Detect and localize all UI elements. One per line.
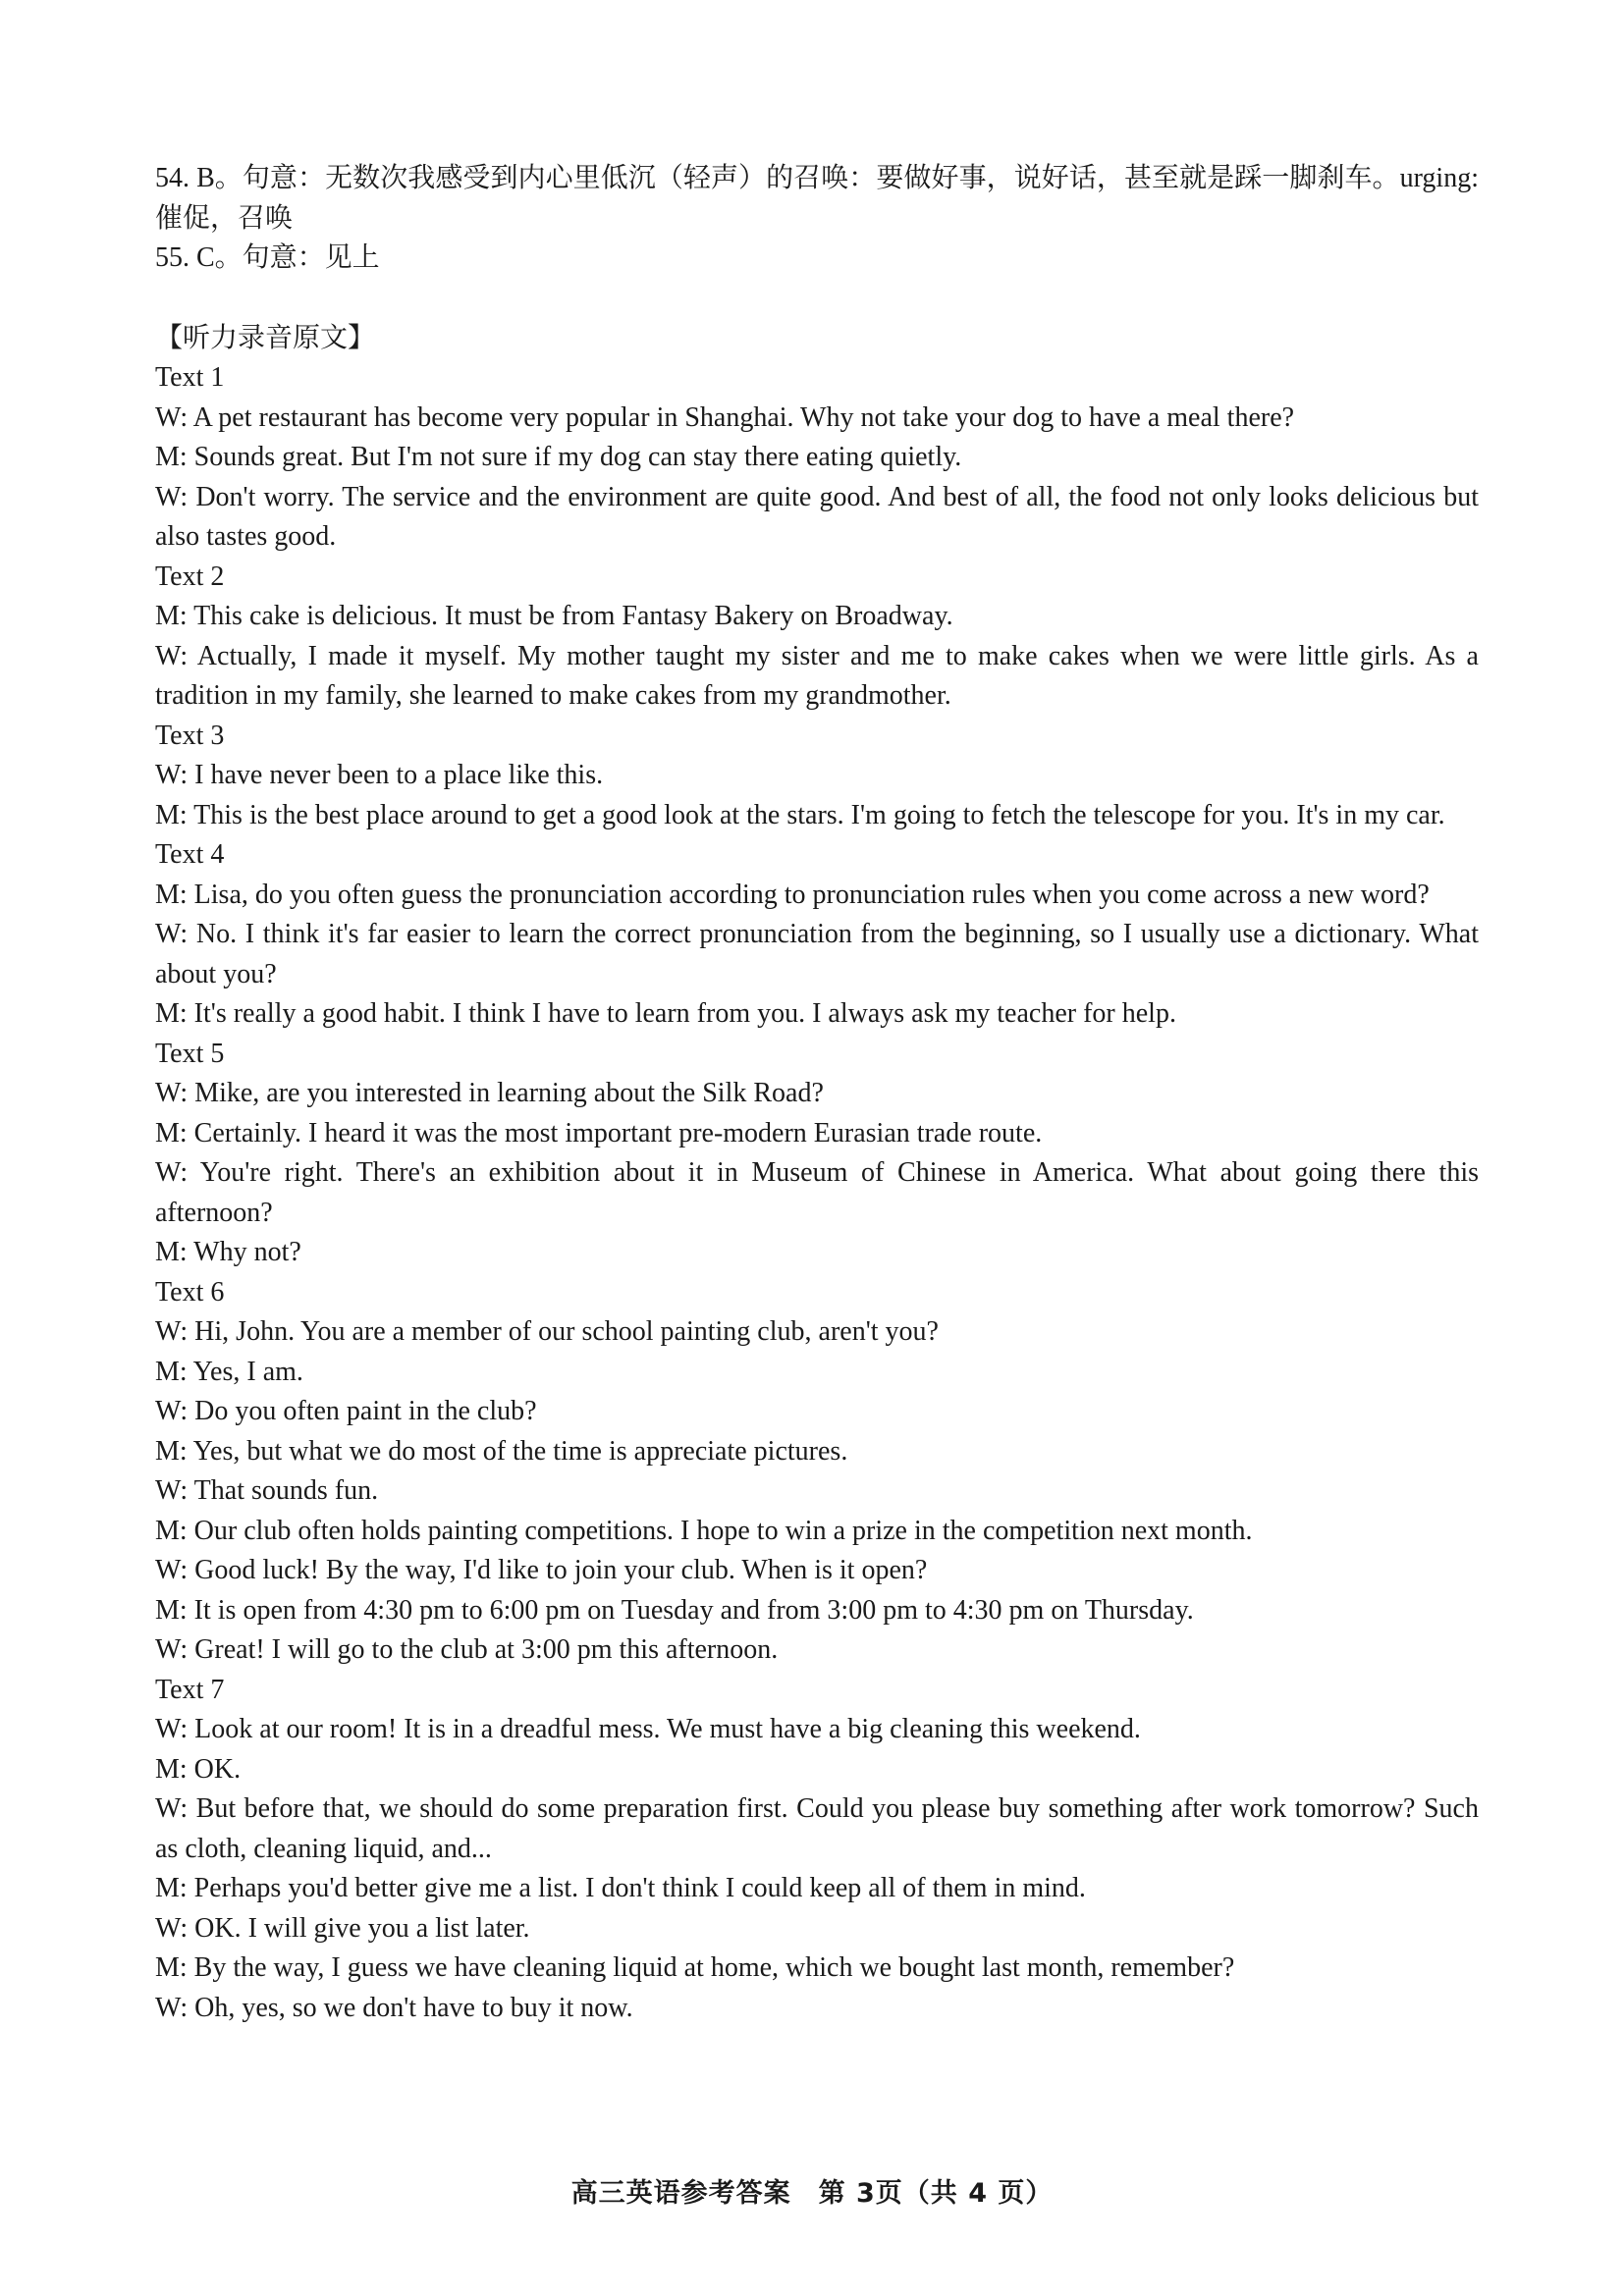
transcript-line: Text 1 — [155, 362, 225, 393]
transcript-line: M: Sounds great. But I'm not sure if my dog can stay there eating quietly. — [155, 442, 962, 472]
transcript-line: Text 6 — [155, 1276, 225, 1308]
transcript-line: W: You're right. There's an exhibition about it in Museum of Chinese in America. What about going there this afternoon? — [155, 1157, 1479, 1228]
transcript-line: M: Our club often holds painting competitions. I hope to win a prize in the competition next month. — [155, 1515, 1253, 1546]
transcript-line: W: But before that, we should do some preparation first. Could you please buy something after work tomorrow? Such as cloth, cleaning liquid, and... — [155, 1793, 1479, 1864]
section-gap — [155, 279, 1479, 319]
transcript-line: M: This cake is delicious. It must be from Fantasy Bakery on Broadway. — [155, 601, 953, 631]
transcript-line: M: Perhaps you'd better give me a list. I don't think I could keep all of them in mind. — [155, 1873, 1086, 1903]
page-content — [155, 159, 1479, 2028]
transcript-line: W: Good luck! By the way, I'd like to join your club. When is it open? — [155, 1555, 928, 1585]
transcript-line: M: Yes, but what we do most of the time is appreciate pictures. — [155, 1435, 848, 1467]
transcript-line: M: Why not? — [155, 1237, 301, 1267]
transcript-line: M: This is the best place around to get a good look at the stars. I'm going to fetch the telescope for you. It's in my car. — [155, 799, 1445, 830]
transcript-line: W: Actually, I made it myself. My mother taught my sister and me to make cakes when we were little girls. As a tradition in my family, she learned to make cakes from my grandmother. — [155, 640, 1479, 711]
transcript-line: W: Oh, yes, so we don't have to buy it now. — [155, 1992, 633, 2023]
transcript-line: Text 5 — [155, 1038, 225, 1069]
transcript-line: M: It is open from 4:30 pm to 6:00 pm on Tuesday and from 3:00 pm to 4:30 pm on Thursday. — [155, 1594, 1194, 1626]
transcript-line: Text 3 — [155, 720, 225, 751]
transcript-line: M: It's really a good habit. I think I have to learn from you. I always ask my teacher for help. — [155, 998, 1176, 1029]
transcript-line: M: Yes, I am. — [155, 1356, 303, 1387]
transcript-line: W: OK. I will give you a list later. — [155, 1912, 530, 1944]
transcript-line: W: Don't worry. The service and the environment are quite good. And best of all, the food not only looks delicious but also tastes good. — [155, 481, 1479, 552]
transcript-line: W: That sounds fun. — [155, 1475, 379, 1506]
transcript-line: W: Mike, are you interested in learning about the Silk Road? — [155, 1078, 824, 1108]
transcript-line: M: Certainly. I heard it was the most important pre-modern Eurasian trade route. — [155, 1117, 1043, 1148]
transcript-line: M: OK. — [155, 1753, 242, 1785]
page-footer: 高三英语参考答案 第 3页（共 4 页） — [570, 2178, 1054, 2209]
answer-55: 55. C。句意：见上 — [155, 242, 380, 273]
transcript-line: W: No. I think it's far easier to learn the correct pronunciation from the beginning, so I usually use a dictionary. What about you? — [155, 919, 1479, 989]
transcript-line: Text 4 — [155, 839, 225, 870]
answer-54: 54. B。句意：无数次我感受到内心里低沉（轻声）的召唤：要做好事，说好话，甚至就是踩一脚刹车。urging: 催促，召唤 — [155, 163, 1479, 234]
transcript-line: M: By the way, I guess we have cleaning liquid at home, which we bought last month, remember? — [155, 1952, 1235, 1983]
transcript-line: Text 7 — [155, 1674, 225, 1705]
transcript-line: W: Hi, John. You are a member of our school painting club, aren't you? — [155, 1316, 939, 1347]
transcript-line: W: Look at our room! It is in a dreadful mess. We must have a big cleaning this weekend. — [155, 1714, 1141, 1744]
transcript-line: W: I have never been to a place like this. — [155, 760, 604, 790]
transcript-heading: 【听力录音原文】 — [155, 322, 376, 353]
transcript-line: W: A pet restaurant has become very popular in Shanghai. Why not take your dog to have a meal there? — [155, 401, 1295, 433]
transcript-line: M: Lisa, do you often guess the pronunciation according to pronunciation rules when you come across a new word? — [155, 879, 1430, 910]
transcript-line: Text 2 — [155, 561, 225, 592]
transcript-line: W: Great! I will go to the club at 3:00 pm this afternoon. — [155, 1634, 779, 1665]
transcript-line: W: Do you often paint in the club? — [155, 1396, 537, 1426]
